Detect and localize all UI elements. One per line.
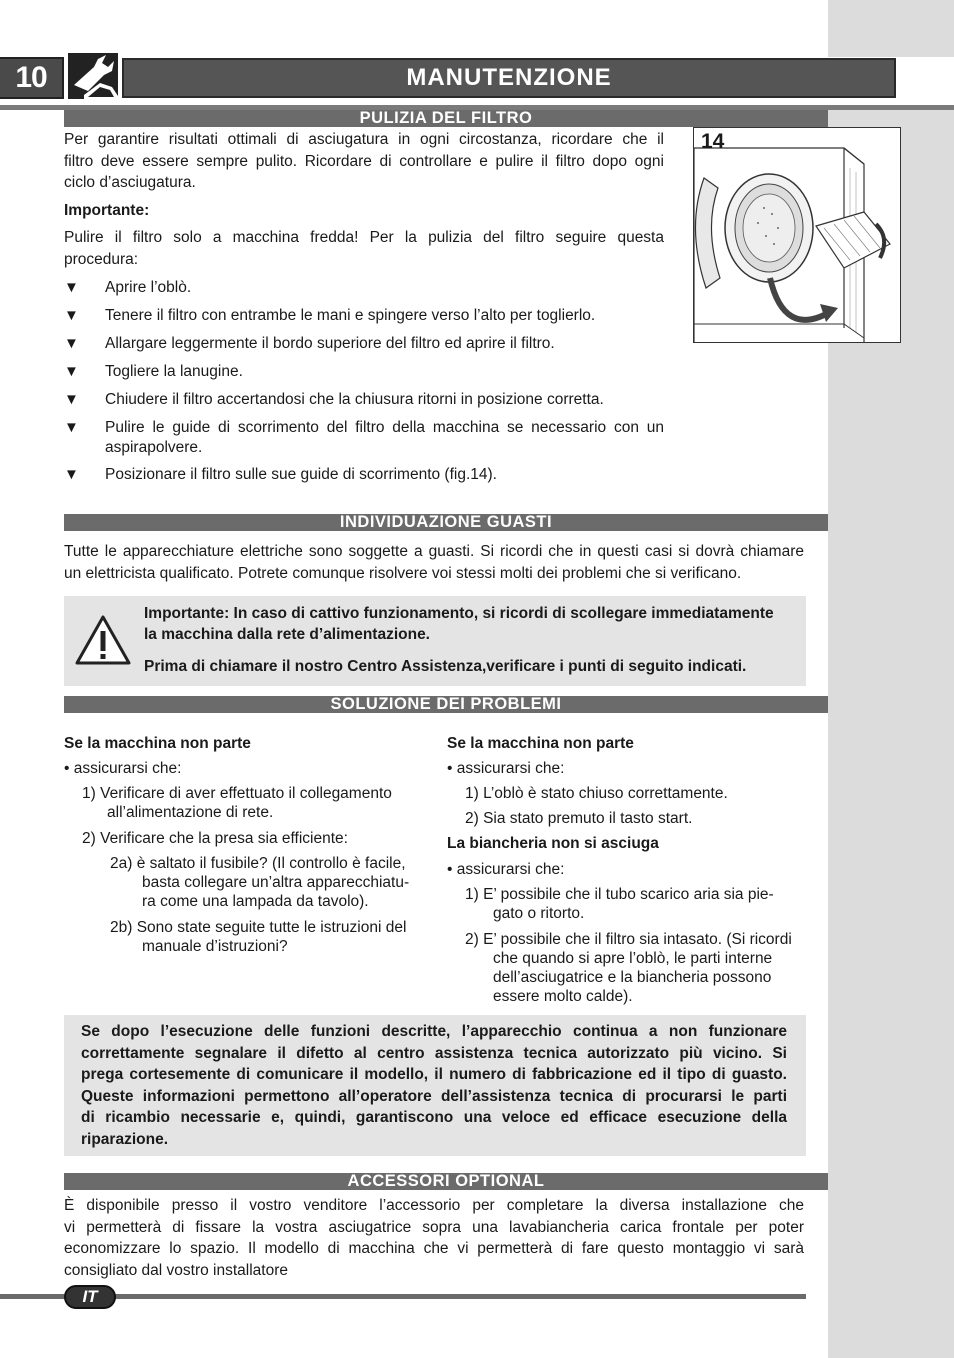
text-line: correttamente segnalare il difetto al centro assistenza tecnica autorizzato più vicino. Si — [81, 1044, 787, 1062]
warning-box — [64, 596, 806, 686]
text-line: Per garantire risultati ottimali di asciugatura in ogni circostanza, ricordare che il — [64, 131, 664, 148]
wrench-hand-icon — [64, 45, 126, 103]
text-line: Tutte le apparecchiature elettriche sono soggette a guasti. Si ricordi che in questi casi si dovrà chiamare — [64, 543, 804, 560]
text-line: di ricambio necessarie e, quindi, garantiscono una veloce ed efficace esecuzione della — [81, 1109, 787, 1126]
solution-line: ra come una lampada da tavolo). — [142, 893, 369, 910]
solution-line: 2) E’ possibile che il filtro sia intasato. (Si ricordi — [465, 931, 792, 948]
solution-line: dell’asciugatrice e la biancheria possono — [493, 969, 772, 986]
bullet-marker: ▼ — [64, 419, 79, 436]
text-line: Pulire il filtro solo a macchina fredda! Per la pulizia del filtro seguire questa — [64, 229, 664, 246]
solution-line: all’alimentazione di rete. — [107, 804, 274, 821]
step-text: Posizionare il filtro sulle sue guide di scorrimento (fig.14). — [105, 466, 497, 483]
accessories-text — [64, 1195, 804, 1281]
text-line: Queste informazioni permettono all’operatore dell’assistenza tecnica di procurarsi le parti — [81, 1087, 787, 1105]
step-text: Allargare leggermente il bordo superiore del filtro ed aprire il filtro. — [105, 335, 555, 352]
text-line: procedura: — [64, 250, 139, 268]
solution-line: gato o ritorto. — [493, 905, 585, 922]
solution-line: 1) Verificare di aver effettuato il collegamento — [82, 785, 392, 802]
figure-filter-removal — [693, 127, 901, 343]
list-item — [64, 465, 664, 485]
solution-line: basta collegare un’altra apparecchiatu- — [142, 874, 410, 891]
solution-line: essere molto calde). — [493, 988, 633, 1005]
list-item — [64, 306, 664, 326]
language-badge: IT — [64, 1285, 116, 1309]
warning-triangle-icon — [74, 614, 132, 666]
step-text: aspirapolvere. — [105, 438, 203, 456]
bullet-marker: ▼ — [64, 363, 79, 380]
problem-heading: Se la macchina non parte — [447, 735, 634, 752]
solution-line: 2b) Sono state seguite tutte le istruzioni del — [110, 919, 407, 936]
section-heading-filter: PULIZIA DEL FILTRO — [64, 110, 828, 127]
solution-line: • assicurarsi che: — [447, 760, 565, 777]
section-heading-accessories: ACCESSORI OPTIONAL — [64, 1173, 828, 1190]
page-number: 10 — [0, 57, 64, 99]
service-note-box — [64, 1015, 806, 1156]
solution-line: 2) Sia stato premuto il tasto start. — [465, 810, 693, 827]
warning-line: Prima di chiamare il nostro Centro Assistenza,verificare i punti di seguito indicati. — [144, 658, 747, 675]
step-text: Chiudere il filtro accertandosi che la chiusura ritorni in posizione corretta. — [105, 391, 604, 408]
list-item — [64, 278, 664, 298]
bullet-marker: ▼ — [64, 307, 79, 324]
warning-line: la macchina dalla rete d’alimentazione. — [144, 626, 430, 643]
step-text: Pulire le guide di scorrimento del filtro della macchina se necessario con un — [105, 419, 664, 436]
bullet-marker: ▼ — [64, 335, 79, 352]
faults-intro — [64, 541, 804, 584]
bullet-marker: ▼ — [64, 391, 79, 408]
step-text: Togliere la lanugine. — [105, 363, 243, 380]
text-line: ciclo d’asciugatura. — [64, 174, 196, 191]
text-line: riparazione. — [81, 1130, 168, 1148]
text-line: prega cortesemente di comunicare il modello, il numero di fabbricazione ed il tipo di guasto. — [81, 1066, 787, 1083]
bullet-marker: ▼ — [64, 279, 79, 296]
procedure-intro — [64, 227, 664, 270]
problem-heading: Se la macchina non parte — [64, 735, 251, 752]
problem-heading: La biancheria non si asciuga — [447, 835, 659, 852]
solution-line: • assicurarsi che: — [447, 861, 565, 878]
solution-line: 1) E’ possibile che il tubo scarico aria sia pie- — [465, 886, 774, 903]
text-line: vi permetterà di fissare la vostra asciugatrice sopra una lavabiancheria carica frontale per poter — [64, 1218, 804, 1236]
text-line: È disponibile presso il vostro venditore l’accessorio per completare la diversa installazione che — [64, 1197, 804, 1214]
text-line: un elettricista qualificato. Potrete comunque risolvere voi stessi molti dei problemi che si verificano. — [64, 564, 742, 582]
step-text: Tenere il filtro con entrambe le mani e spingere verso l’alto per toglierlo. — [105, 307, 596, 324]
solution-line: 1) L’oblò è stato chiuso correttamente. — [465, 785, 728, 802]
list-item — [64, 362, 664, 382]
section-heading-solutions: SOLUZIONE DEI PROBLEMI — [64, 696, 828, 713]
solution-line: 2a) è saltato il fusibile? (Il controllo è facile, — [110, 855, 406, 872]
solution-line: • assicurarsi che: — [64, 760, 182, 777]
step-text: Aprire l’oblò. — [105, 279, 192, 296]
dryer-filter-illustration — [694, 128, 901, 343]
solution-line: manuale d’istruzioni? — [142, 938, 288, 955]
text-line: consigliato dal vostro installatore — [64, 1261, 289, 1279]
list-item — [64, 390, 664, 410]
list-item — [64, 418, 664, 457]
warning-line: Importante: In caso di cattivo funzionamento, si ricordi di scollegare immediatamente — [144, 605, 774, 622]
solution-line: che quando si apre l’oblò, le parti interne — [493, 950, 773, 967]
list-item — [64, 334, 664, 354]
text-line: Se dopo l’esecuzione delle funzioni descritte, l’apparecchio continua a non funzionare — [81, 1023, 787, 1040]
figure-number: 14 — [701, 130, 725, 153]
bullet-marker: ▼ — [64, 466, 79, 483]
page-title: MANUTENZIONE — [122, 58, 896, 98]
service-note — [81, 1021, 787, 1150]
text-line: filtro deve essere sempre pulito. Ricordare di controllare e pulire il filtro dopo ogni — [64, 152, 664, 170]
text-line: economizzare lo spazio. Il modello di macchina che vi permetterà di fare questo montaggio vi sarà — [64, 1240, 804, 1257]
section-heading-faults: INDIVIDUAZIONE GUASTI — [64, 514, 828, 531]
footer-rule — [0, 1294, 806, 1299]
important-label: Importante: — [64, 202, 150, 219]
solution-line: 2) Verificare che la presa sia efficiente: — [82, 830, 348, 847]
filter-intro — [64, 129, 664, 194]
